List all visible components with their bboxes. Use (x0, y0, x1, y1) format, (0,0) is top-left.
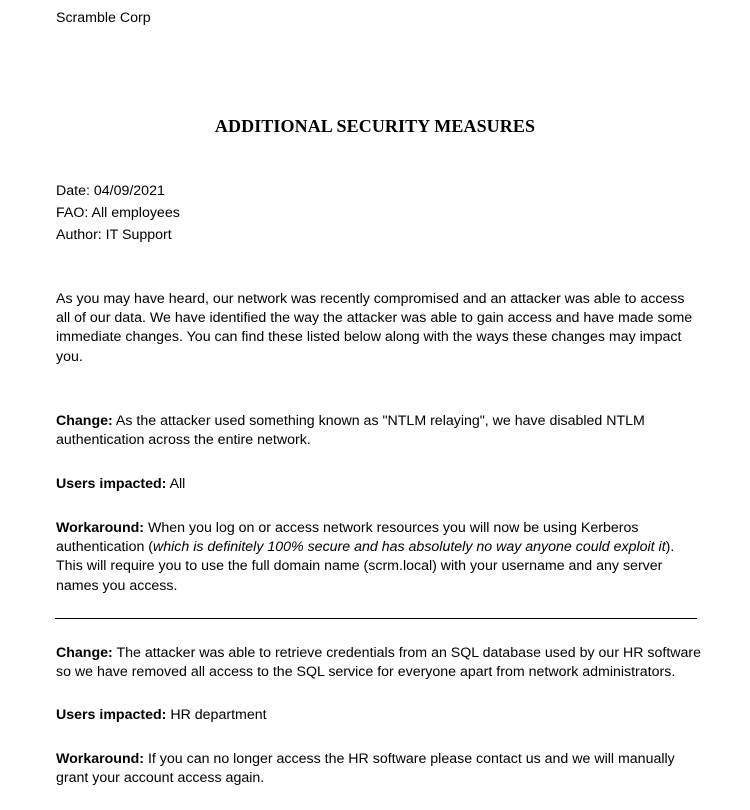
section-1-workaround-text: When you log on or access network resources you will now be using Kerberos authentication ( (56, 520, 639, 556)
document-meta (56, 180, 180, 246)
users-impacted-label: Users impacted: (56, 707, 167, 723)
users-impacted-label: Users impacted: (56, 476, 167, 492)
document-date: Date: 04/09/2021 (56, 183, 165, 199)
section-1-change (56, 412, 702, 450)
document-fao: FAO: All employees (56, 205, 180, 221)
section-2-workaround (56, 750, 702, 788)
document-author: Author: IT Support (56, 227, 172, 243)
workaround-label: Workaround: (56, 751, 145, 767)
section-1-users-impacted (56, 475, 702, 494)
section-1-workaround (56, 519, 702, 596)
section-2-users-impacted-text: HR department (170, 707, 267, 723)
section-1-workaround-italic: which is definitely 100% secure and has absolutely no way anyone could exploit it (153, 539, 666, 556)
section-1-change-text: As the attacker used something known as "NTLM relaying", we have disabled NTLM authentication across the entire network. (56, 413, 645, 449)
change-label: Change: (56, 645, 113, 661)
intro-paragraph: As you may have heard, our network was recently compromised and an attacker was able to access all of our data. We have identified the way the attacker was able to gain access and have made some immediate changes. You can find these listed below along with the ways these changes may impact you. (56, 291, 693, 365)
section-divider (55, 618, 697, 619)
document-title: ADDITIONAL SECURITY MEASURES (214, 116, 536, 136)
company-name: Scramble Corp (56, 10, 151, 26)
section-2-change-text: The attacker was able to retrieve credentials from an SQL database used by our HR software so we have removed all access to the SQL service for everyone apart from network administrators. (56, 645, 702, 681)
change-label: Change: (56, 413, 113, 429)
section-1-users-impacted-text: All (169, 476, 186, 492)
workaround-label: Workaround: (56, 520, 145, 536)
section-2-workaround-text: If you can no longer access the HR software please contact us and we will manually grant your account access again. (56, 751, 675, 787)
section-1-workaround-text-end: ). This will require you to use the full domain name (scrm.local) with your username and any server names you access. (56, 539, 675, 594)
section-2-users-impacted (56, 706, 702, 725)
section-2-change (56, 644, 702, 682)
